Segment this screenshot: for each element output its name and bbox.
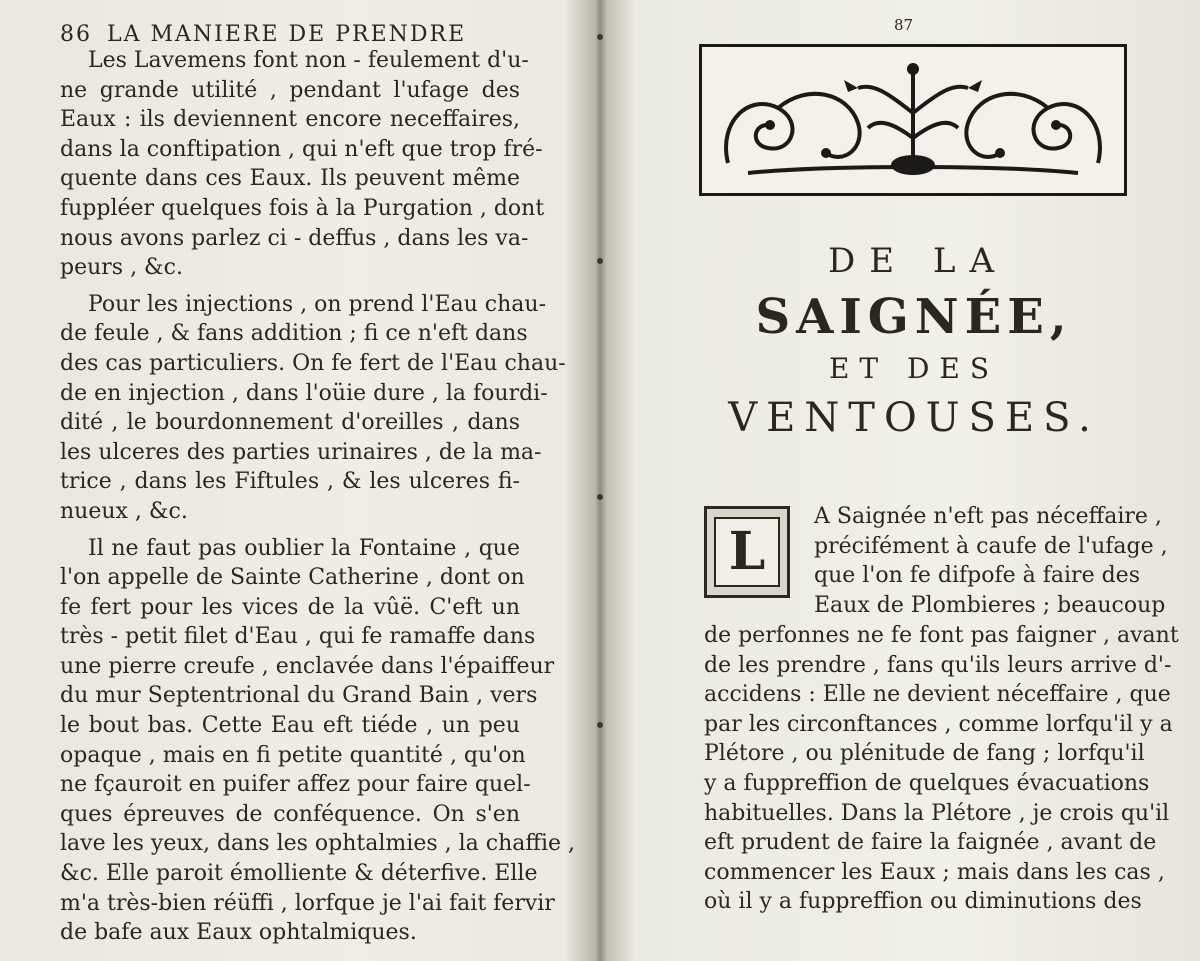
left-page <box>0 0 596 961</box>
opening-paragraph <box>704 502 1168 621</box>
text-line: Eaux : ils deviennent encore neceffaires, <box>60 107 520 133</box>
ornamental-headpiece <box>699 44 1127 196</box>
text-line: m'a très-bien réüffi , lorfque je l'ai fait fervir <box>60 890 555 916</box>
running-head-title: LA MANIERE DE PRENDRE <box>107 22 467 47</box>
text-line: Eaux de Plombieres ; beaucoup <box>814 592 1166 618</box>
right-page-text <box>704 502 1179 917</box>
paragraph <box>60 290 566 527</box>
text-line: les ulceres des parties urinaires , de la ma- <box>60 439 542 465</box>
text-line: dité , le bourdonnement d'oreilles , dans <box>60 410 520 436</box>
text-line: opaque , mais en fi petite quantité , qu'on <box>60 742 526 768</box>
text-line: l'on appelle de Sainte Catherine , dont on <box>60 565 525 591</box>
text-line: par les circonftances , comme lorfqu'il y a <box>704 711 1173 737</box>
text-line: de bafe aux Eaux ophtalmiques. <box>60 920 417 946</box>
right-page <box>604 0 1200 961</box>
text-line: de les prendre , fans qu'ils leurs arrive d'- <box>704 652 1172 678</box>
left-page-text <box>60 46 576 955</box>
binding-thread <box>597 0 603 961</box>
title-line-4: VENTOUSES. <box>728 395 1100 441</box>
text-line: une pierre creufe , enclavée dans l'épaiffeur <box>60 653 555 679</box>
text-line: dans la conftipation , qui n'eft que trop fré- <box>60 136 543 162</box>
title-line-3: ET DES <box>828 352 1000 385</box>
paragraph <box>60 534 576 948</box>
title-line-1: DE LA <box>827 241 1009 281</box>
text-line: A Saignée n'eft pas néceffaire , <box>814 504 1162 529</box>
text-line: habituelles. Dans la Plétore , je crois qu'il <box>704 800 1170 826</box>
text-line: trice , dans les Fiftules , & les ulceres fi- <box>60 469 520 495</box>
text-line: y a fuppreffion de quelques évacuations <box>704 770 1150 796</box>
text-line: Pour les injections , on prend l'Eau chau- <box>88 291 547 317</box>
text-line: très - petit filet d'Eau , qui fe ramaffe dans <box>60 624 536 650</box>
text-line: ne fçauroit en puifer affez pour faire quel- <box>60 772 531 798</box>
text-line: de perfonnes ne fe font pas faigner , avant <box>704 623 1179 648</box>
text-line: Les Lavemens font non - feulement d'u- <box>88 48 529 73</box>
page-number-right: 87 <box>894 16 914 34</box>
text-line: nous avons parlez ci - deffus , dans les va- <box>60 225 529 251</box>
text-line: de en injection , dans l'oüie dure , la fourdi- <box>60 380 548 406</box>
drop-cap-lines <box>814 502 1168 620</box>
chapter-title <box>714 236 1114 446</box>
drop-cap <box>704 506 790 598</box>
text-line: précifément à caufe de l'ufage , <box>814 533 1168 559</box>
text-line: eft prudent de faire la faignée , avant de <box>704 830 1157 856</box>
text-line: ne grande utilité , pendant l'ufage des <box>60 77 520 103</box>
text-line: ques épreuves de conféquence. On s'en <box>60 801 520 827</box>
text-line: accidens : Elle ne devient néceffaire , que <box>704 682 1171 708</box>
text-line: Plétore , ou plénitude de fang ; lorfqu'il <box>704 741 1145 767</box>
title-line-2: SAIGNÉE, <box>755 289 1073 345</box>
text-line: nueux , &c. <box>60 498 188 524</box>
text-line: lave les yeux, dans les ophtalmies , la chaffie , <box>60 831 576 857</box>
text-line: le bout bas. Cette Eau eft tiéde , un peu <box>60 713 520 739</box>
text-line: des cas particuliers. On fe fert de l'Eau chau- <box>60 350 566 376</box>
text-line: fuppléer quelques fois à la Purgation , dont <box>60 195 545 221</box>
paragraph <box>60 46 545 283</box>
text-line: commencer les Eaux ; mais dans les cas , <box>704 859 1165 885</box>
text-line: quente dans ces Eaux. Ils peuvent même <box>60 166 520 192</box>
text-line: du mur Septentrional du Grand Bain , vers <box>60 683 538 709</box>
text-line: Il ne faut pas oublier la Fontaine , que <box>88 535 520 561</box>
page-number-left: 86 <box>60 22 92 47</box>
right-body-lines <box>704 621 1179 917</box>
drop-cap-letter: L <box>714 517 780 587</box>
text-line: peurs , &c. <box>60 255 183 281</box>
text-line: que l'on fe difpofe à faire des <box>814 563 1140 589</box>
text-line: de feule , & fans addition ; fi ce n'eft dans <box>60 321 528 347</box>
scrollwork-ornament-icon <box>708 53 1118 187</box>
text-line: fe fert pour les vices de la vûë. C'eft un <box>60 594 520 620</box>
text-line: où il y a fuppreffion ou diminutions des <box>704 889 1142 915</box>
text-line: &c. Elle paroit émolliente & déterfive. Elle <box>60 861 538 887</box>
